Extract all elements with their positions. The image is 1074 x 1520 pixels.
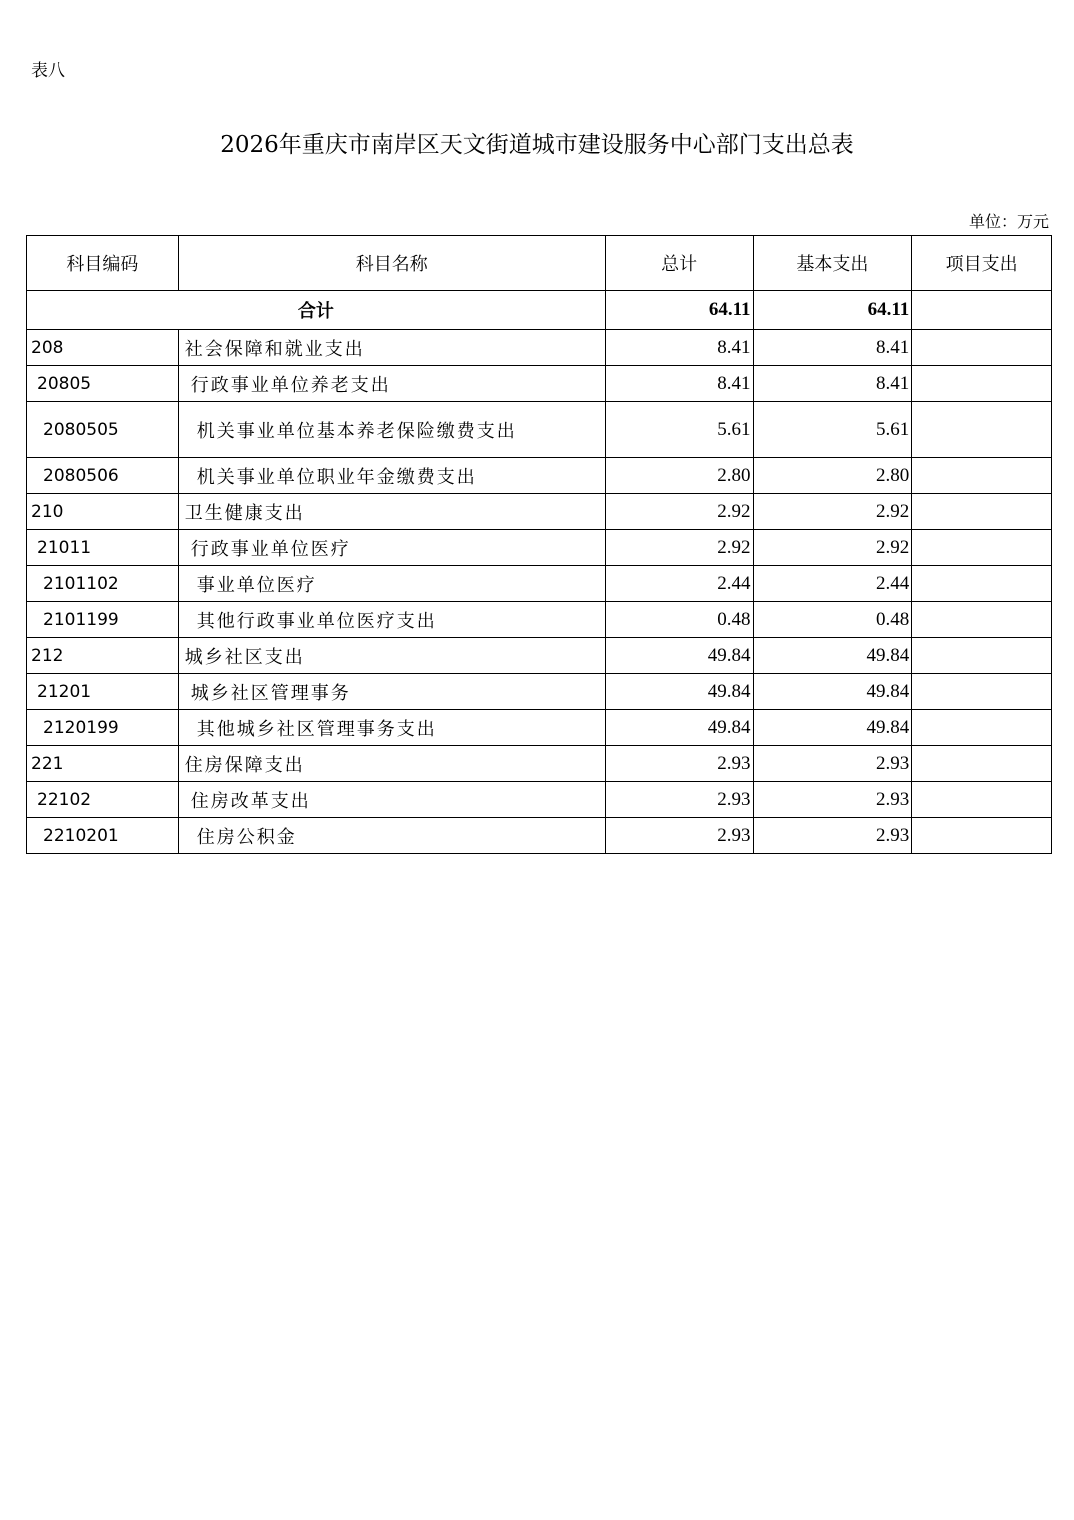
- table-row: [27, 710, 1052, 746]
- row-code: 21011: [27, 530, 179, 566]
- row-total: 2.93: [605, 746, 753, 782]
- row-basic: 2.44: [753, 566, 912, 602]
- row-basic: 8.41: [753, 366, 912, 402]
- header-total: 总计: [605, 236, 753, 291]
- table-number-label: 表八: [31, 61, 65, 81]
- row-name: 城乡社区管理事务: [178, 674, 605, 710]
- row-project: [912, 674, 1052, 710]
- row-name: 住房保障支出: [178, 746, 605, 782]
- row-project: [912, 602, 1052, 638]
- total-row: [27, 291, 1052, 330]
- row-name: 事业单位医疗: [178, 566, 605, 602]
- row-code: 2101199: [27, 602, 179, 638]
- row-basic: 2.93: [753, 782, 912, 818]
- header-project: 项目支出: [912, 236, 1052, 291]
- row-project: [912, 458, 1052, 494]
- row-basic: 2.93: [753, 818, 912, 854]
- row-project: [912, 402, 1052, 458]
- header-name: 科目名称: [178, 236, 605, 291]
- row-basic: 2.92: [753, 494, 912, 530]
- row-name: 行政事业单位医疗: [178, 530, 605, 566]
- row-total: 2.92: [605, 530, 753, 566]
- row-total: 5.61: [605, 402, 753, 458]
- table-row: [27, 746, 1052, 782]
- row-total: 2.80: [605, 458, 753, 494]
- row-name: 行政事业单位养老支出: [178, 366, 605, 402]
- row-code: 210: [27, 494, 179, 530]
- row-basic: 5.61: [753, 402, 912, 458]
- table-row: [27, 602, 1052, 638]
- row-code: 2120199: [27, 710, 179, 746]
- table-row: [27, 674, 1052, 710]
- unit-label: 单位：万元: [968, 212, 1049, 231]
- total-project: [912, 291, 1052, 330]
- row-total: 2.93: [605, 782, 753, 818]
- row-total: 49.84: [605, 674, 753, 710]
- row-basic: 0.48: [753, 602, 912, 638]
- row-project: [912, 366, 1052, 402]
- table-row: [27, 458, 1052, 494]
- header-code: 科目编码: [27, 236, 179, 291]
- table-row: [27, 402, 1052, 458]
- table-row: [27, 494, 1052, 530]
- row-project: [912, 494, 1052, 530]
- row-name: 其他行政事业单位医疗支出: [178, 602, 605, 638]
- row-project: [912, 566, 1052, 602]
- table-row: [27, 638, 1052, 674]
- row-project: [912, 746, 1052, 782]
- row-total: 2.44: [605, 566, 753, 602]
- table-row: [27, 366, 1052, 402]
- row-code: 2080506: [27, 458, 179, 494]
- row-name: 机关事业单位基本养老保险缴费支出: [178, 402, 605, 458]
- table-row: [27, 330, 1052, 366]
- header-row: [27, 236, 1052, 291]
- page-title: 2026年重庆市南岸区天文街道城市建设服务中心部门支出总表: [220, 132, 854, 158]
- total-total: 64.11: [605, 291, 753, 330]
- row-name: 社会保障和就业支出: [178, 330, 605, 366]
- row-total: 2.93: [605, 818, 753, 854]
- row-total: 8.41: [605, 366, 753, 402]
- row-project: [912, 782, 1052, 818]
- row-name: 卫生健康支出: [178, 494, 605, 530]
- row-code: 2210201: [27, 818, 179, 854]
- row-project: [912, 710, 1052, 746]
- row-code: 21201: [27, 674, 179, 710]
- expenditure-table: [26, 235, 1052, 854]
- row-basic: 49.84: [753, 638, 912, 674]
- row-name: 机关事业单位职业年金缴费支出: [178, 458, 605, 494]
- row-code: 20805: [27, 366, 179, 402]
- row-code: 208: [27, 330, 179, 366]
- row-total: 49.84: [605, 710, 753, 746]
- row-basic: 8.41: [753, 330, 912, 366]
- row-code: 2080505: [27, 402, 179, 458]
- table-row: [27, 782, 1052, 818]
- row-name: 住房改革支出: [178, 782, 605, 818]
- total-basic: 64.11: [753, 291, 912, 330]
- row-name: 城乡社区支出: [178, 638, 605, 674]
- row-code: 221: [27, 746, 179, 782]
- row-basic: 2.92: [753, 530, 912, 566]
- row-project: [912, 530, 1052, 566]
- total-label: 合计: [27, 291, 606, 330]
- row-project: [912, 818, 1052, 854]
- row-basic: 49.84: [753, 674, 912, 710]
- row-basic: 2.93: [753, 746, 912, 782]
- row-project: [912, 330, 1052, 366]
- table-row: [27, 818, 1052, 854]
- row-code: 212: [27, 638, 179, 674]
- row-total: 49.84: [605, 638, 753, 674]
- header-basic: 基本支出: [753, 236, 912, 291]
- row-code: 22102: [27, 782, 179, 818]
- table-row: [27, 566, 1052, 602]
- row-project: [912, 638, 1052, 674]
- row-total: 8.41: [605, 330, 753, 366]
- row-total: 2.92: [605, 494, 753, 530]
- row-total: 0.48: [605, 602, 753, 638]
- row-code: 2101102: [27, 566, 179, 602]
- table-row: [27, 530, 1052, 566]
- row-name: 住房公积金: [178, 818, 605, 854]
- row-basic: 49.84: [753, 710, 912, 746]
- row-name: 其他城乡社区管理事务支出: [178, 710, 605, 746]
- row-basic: 2.80: [753, 458, 912, 494]
